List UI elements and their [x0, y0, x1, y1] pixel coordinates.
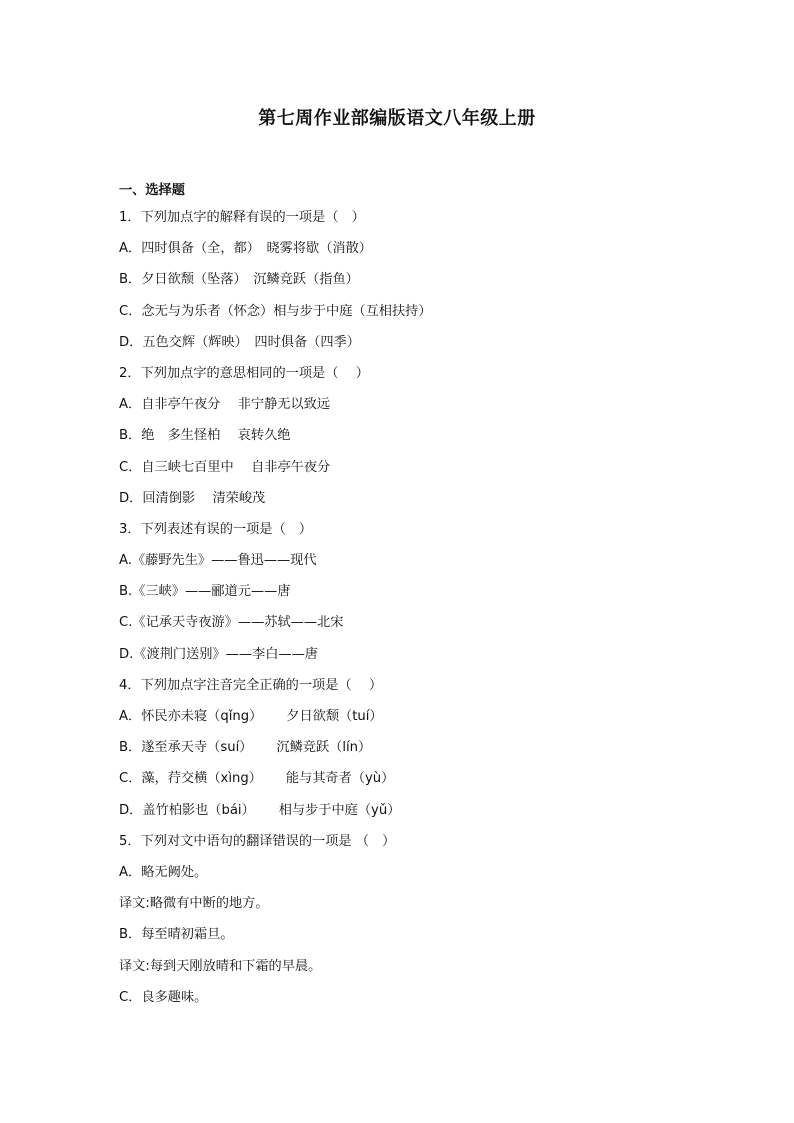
q4-option-b: B．遂至承天寺（suí） 沉鳞竞跃（lín） — [119, 740, 372, 756]
q4-option-c: C．藻，荇交横（xìng） 能与其奇者（yù） — [119, 771, 395, 787]
q3-option-b: B.《三峡》——郦道元——唐 — [119, 584, 291, 600]
q5-option-b: B．每至晴初霜旦。 — [119, 927, 234, 943]
q5-option-c: C．良多趣味。 — [119, 989, 208, 1005]
question-5: 5．下列对文中语句的翻译错误的一项是 （ ） — [119, 833, 396, 849]
q5-translation-b: 译文:每到天刚放晴和下霜的早晨。 — [119, 958, 322, 974]
q2-option-b: B．绝 多生怪柏 哀转久绝 — [119, 428, 291, 444]
q4-option-a: A．怀民亦未寝（qǐng） 夕日欲颓（tuí） — [119, 709, 383, 724]
question-1: 1．下列加点字的解释有误的一项是（ ） — [119, 210, 365, 225]
question-2: 2．下列加点字的意思相同的一项是（ ） — [119, 365, 369, 381]
q2-option-d: D．回清倒影 清荣峻茂 — [119, 490, 266, 506]
q5-option-a: A．略无阙处。 — [119, 864, 208, 880]
q1-option-a: A．四时俱备（全，都） 晓雾将歇（消散） — [119, 241, 372, 257]
q5-translation-a: 译文:略微有中断的地方。 — [119, 896, 269, 912]
q1-option-c: C．念无与为乐者（怀念）相与步于中庭（互相扶持） — [119, 303, 432, 319]
q3-option-d: D.《渡荆门送别》——李白——唐 — [119, 646, 318, 662]
q3-option-c: C.《记承天寺夜游》——苏轼——北宋 — [119, 615, 344, 631]
section-heading: 一、选择题 — [119, 183, 185, 198]
question-3: 3．下列表述有误的一项是（ ） — [119, 521, 313, 537]
q1-option-b: B．夕日欲颓（坠落） 沉鳞竞跃（指鱼） — [119, 272, 359, 288]
q1-option-d: D．五色交辉（辉映） 四时俱备（四季） — [119, 334, 360, 350]
q3-option-a: A.《藤野先生》——鲁迅——现代 — [119, 553, 317, 569]
document-body — [119, 180, 719, 1018]
q4-option-d: D．盖竹柏影也（bái） 相与步于中庭（yǔ） — [119, 802, 401, 818]
q2-option-a: A．自非亭午夜分 非宁静无以致远 — [119, 397, 331, 413]
question-4: 4．下列加点字注音完全正确的一项是（ ） — [119, 677, 383, 693]
document-title: 第七周作业部编版语文八年级上册 — [258, 108, 536, 129]
q2-option-c: C．自三峡七百里中 自非亭午夜分 — [119, 459, 331, 475]
